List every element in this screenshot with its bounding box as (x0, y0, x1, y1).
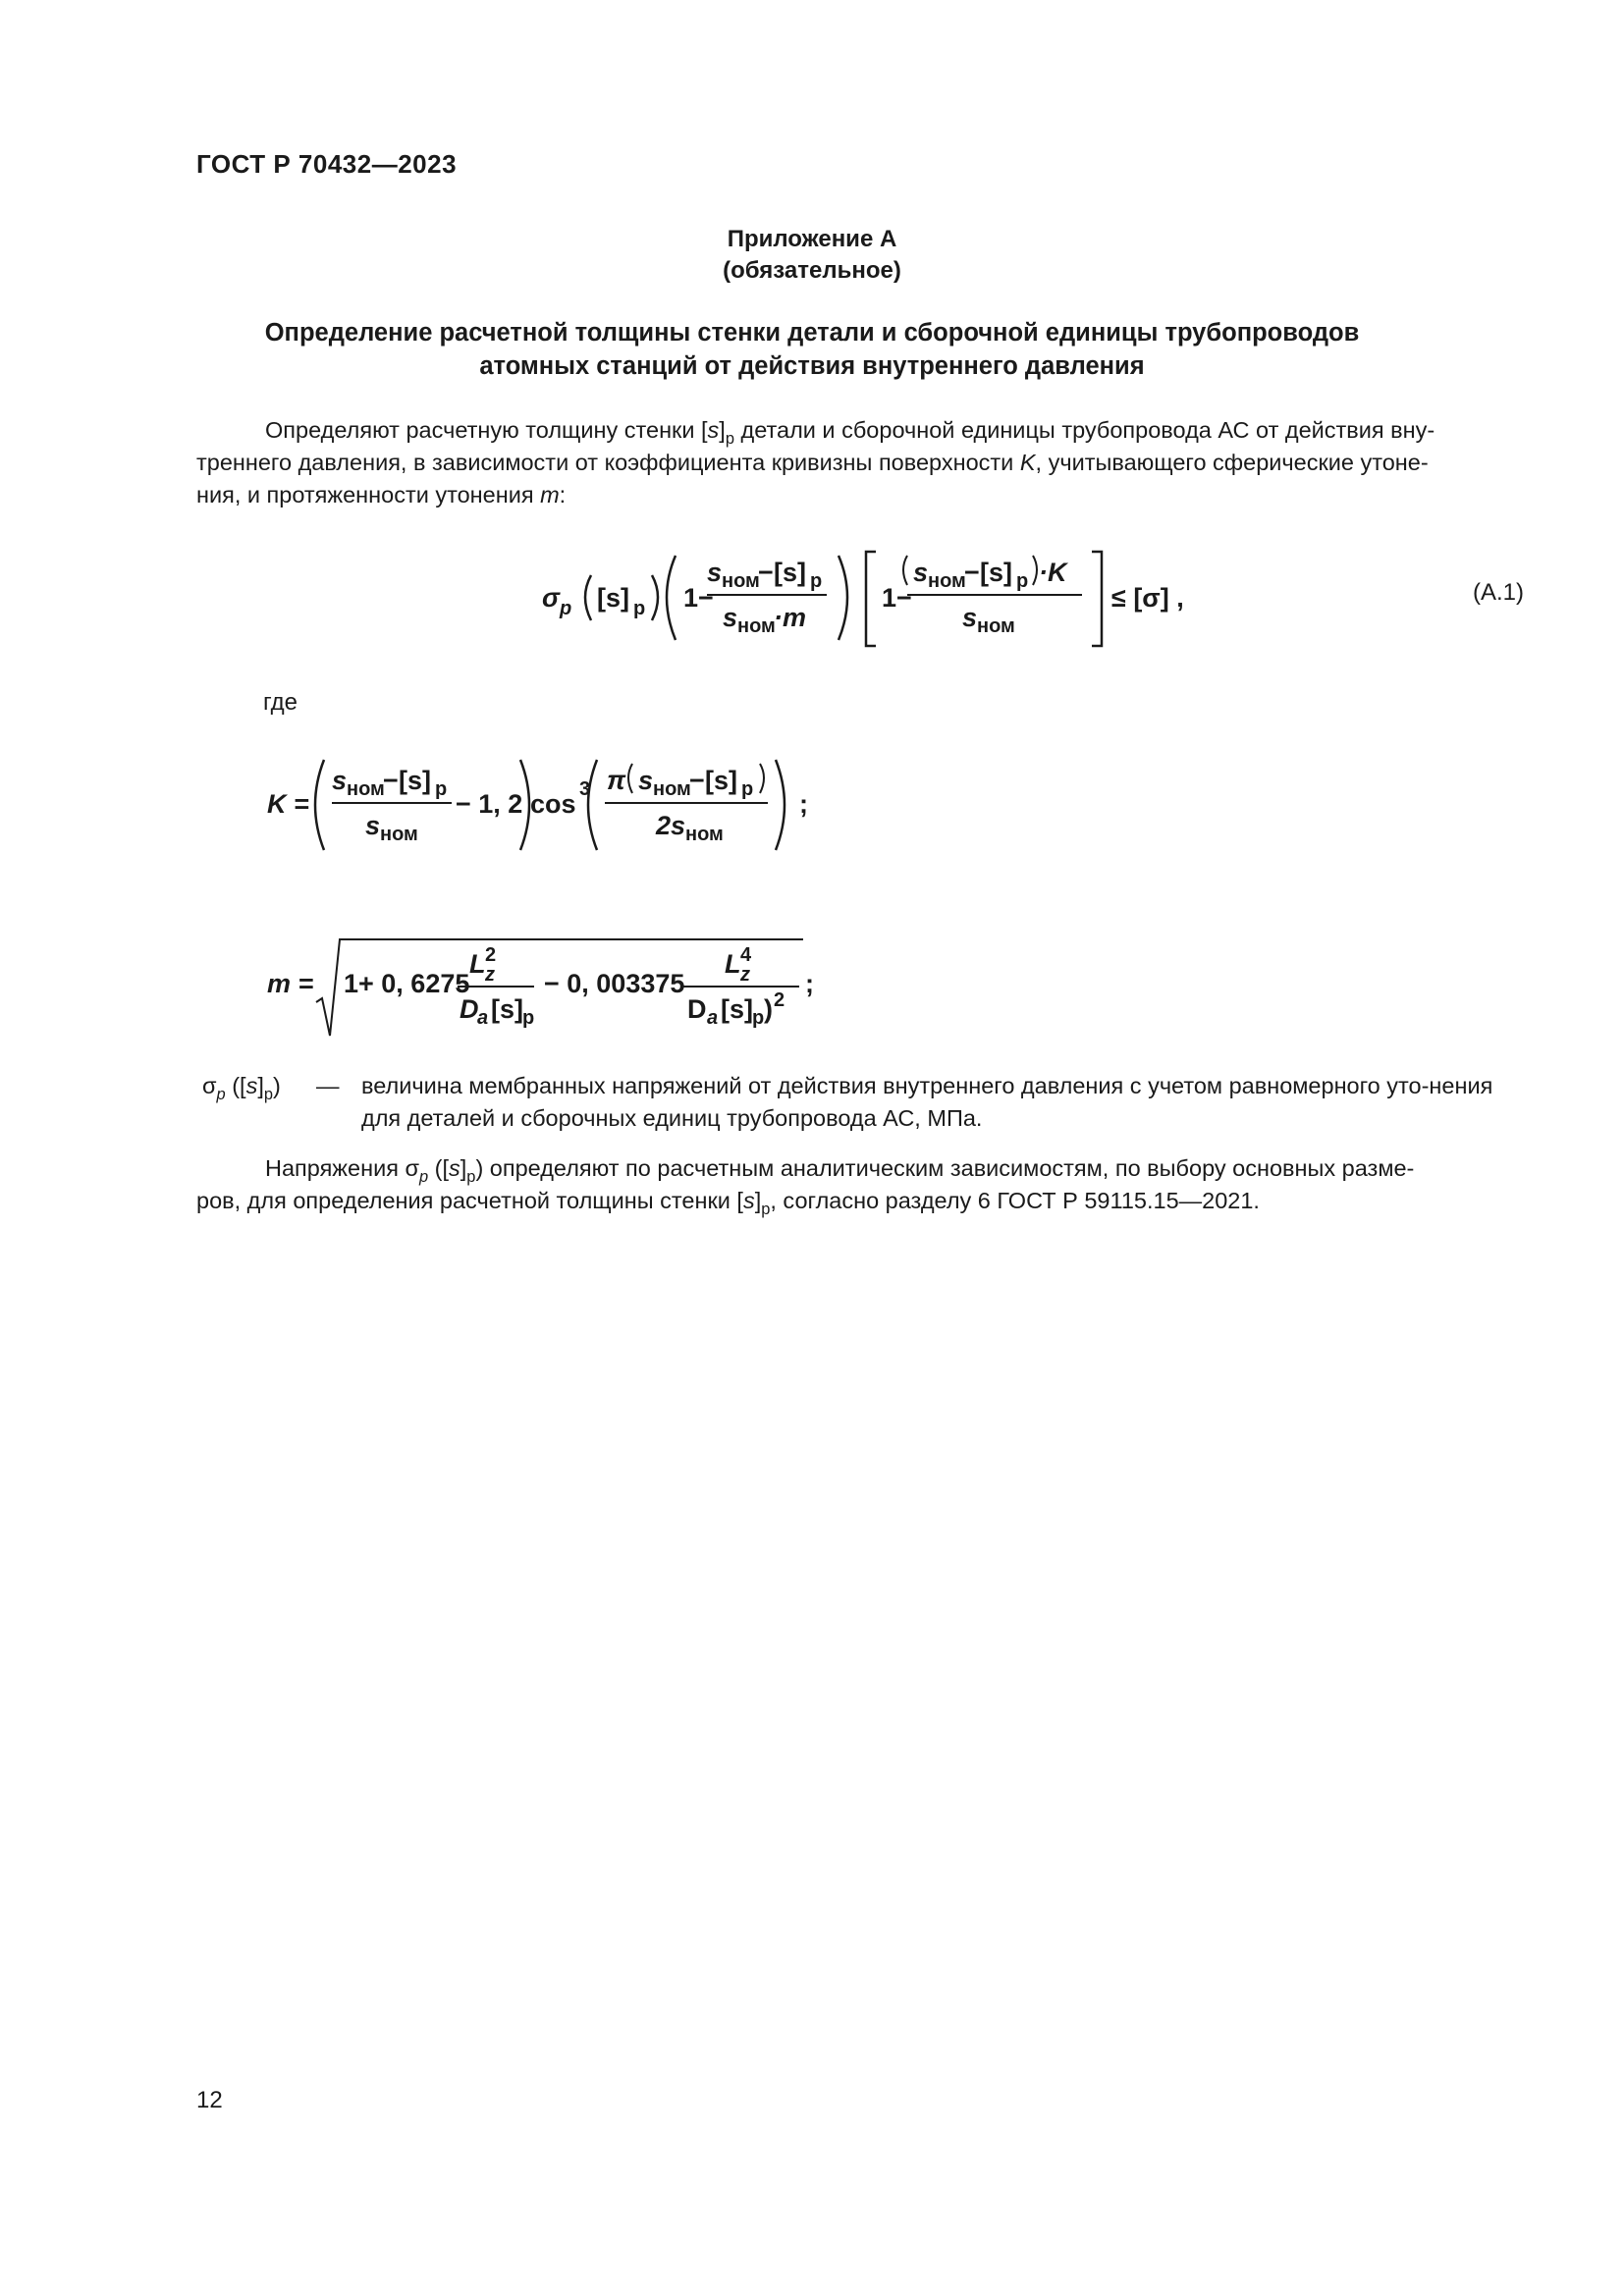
svg-text:−: − (758, 558, 774, 587)
svg-text:2s: 2s (656, 811, 686, 840)
equation-a1 (530, 530, 1218, 658)
svg-text:р: р (1016, 570, 1029, 592)
svg-text:p: p (560, 598, 572, 619)
svg-text:cos: cos (530, 789, 576, 819)
svg-text:s: s (962, 603, 978, 632)
svg-text:s: s (332, 766, 348, 795)
definition-dash: — (316, 1073, 340, 1098)
svg-text:[s]: [s] (980, 558, 1012, 587)
svg-text:ном: ном (928, 570, 966, 592)
svg-text:[s]: [s] (597, 583, 629, 613)
svg-text:[s]: [s] (721, 994, 753, 1024)
svg-text:ном: ном (685, 824, 724, 845)
svg-text:[s]: [s] (705, 766, 737, 795)
svg-text:−: − (383, 766, 399, 795)
svg-text:[s]: [s] (774, 558, 806, 587)
svg-text:D: D (687, 994, 707, 1024)
svg-text:K =: K = (267, 789, 309, 819)
svg-text:р: р (435, 778, 448, 800)
appendix-heading (0, 224, 1624, 287)
svg-text:a: a (707, 1007, 719, 1029)
svg-text:m =: m = (267, 969, 314, 998)
svg-text:s: s (638, 766, 654, 795)
section-title-line1: Определение расчетной толщины стенки детали и сборочной единицы трубопроводов (264, 319, 1360, 347)
svg-text:[s]: [s] (399, 766, 431, 795)
svg-text:s: s (365, 811, 381, 840)
section-title (0, 316, 1624, 383)
intro-line-2: треннего давления, в зависимости от коэффициента кривизны поверхности K, учитывающего сферические утоне- (196, 450, 1429, 475)
svg-text:3: 3 (579, 778, 591, 800)
svg-text:·K: ·K (1039, 558, 1067, 587)
definition-symbol: $\sigma_p$ $([s]_р)$ (202, 1073, 281, 1103)
svg-text:1+ 0, 6275: 1+ 0, 6275 (344, 969, 470, 998)
svg-text:ном: ном (653, 778, 691, 800)
svg-text:ном: ном (380, 824, 418, 845)
svg-text:): ) (764, 994, 773, 1024)
svg-text:р: р (741, 778, 754, 800)
svg-text:4: 4 (740, 944, 752, 966)
svg-text:·m: ·m (774, 603, 806, 632)
svg-text:р: р (752, 1007, 765, 1029)
intro-line-1: Определяют расчетную толщину стенки $[s]_р$ детали и сборочной единицы трубопровода АС от действия вну- (265, 417, 1435, 448)
svg-text:р: р (633, 598, 646, 619)
svg-text:z: z (485, 964, 495, 986)
definition-text: величина мембранных напряжений от действия внутреннего давления с учетом равномерного уто-нения для деталей и сборочных единиц трубопровода АС, МПа. (361, 1073, 1493, 1131)
svg-text:ном: ном (977, 615, 1015, 637)
svg-text:D: D (460, 994, 479, 1024)
page-number: 12 (196, 2087, 223, 2113)
svg-text:L: L (469, 949, 486, 979)
svg-text:ном: ном (347, 778, 385, 800)
where-label: где (263, 689, 298, 716)
svg-text:р: р (810, 570, 823, 592)
closing-paragraph (196, 1152, 1524, 1217)
svg-text:1−: 1− (683, 583, 714, 613)
appendix-title: Приложение А (727, 226, 897, 252)
section-title-line2: атомных станций от действия внутреннего давления (479, 352, 1145, 380)
svg-text:ном: ном (722, 570, 760, 592)
svg-text:;: ; (799, 789, 808, 819)
svg-text:z: z (740, 964, 750, 986)
formula-m (263, 928, 833, 1045)
closing-line-2: ров, для определения расчетной толщины стенки $[s]_р$, согласно разделу 6 ГОСТ Р 59115.15—2021. (196, 1188, 1260, 1218)
svg-text:s: s (707, 558, 723, 587)
intro-paragraph (196, 414, 1524, 511)
eq-sigma: σ (542, 583, 560, 613)
svg-text:− 0, 003375: − 0, 003375 (544, 969, 685, 998)
svg-text:ном: ном (737, 615, 776, 637)
svg-text:− 1, 2: − 1, 2 (456, 789, 523, 819)
svg-text:2: 2 (774, 989, 785, 1011)
formula-k (263, 746, 833, 874)
svg-text:≤ [σ] ,: ≤ [σ] , (1111, 583, 1184, 613)
svg-text:;: ; (805, 969, 814, 998)
svg-text:s: s (723, 603, 738, 632)
svg-text:2: 2 (485, 944, 497, 966)
svg-text:a: a (477, 1007, 489, 1029)
document-id: ГОСТ Р 70432—2023 (196, 149, 458, 179)
equation-number: (А.1) (1472, 579, 1524, 606)
intro-line-3: ния, и протяженности утонения m: (196, 482, 567, 507)
svg-text:р: р (522, 1007, 535, 1029)
svg-text:−: − (964, 558, 980, 587)
svg-text:[s]: [s] (491, 994, 523, 1024)
svg-text:L: L (725, 949, 741, 979)
closing-line-1: Напряжения $\sigma_p$ $([s]_р)$ определяют по расчетным аналитическим зависимостям, по выбору основных разме- (265, 1155, 1415, 1186)
svg-text:1−: 1− (882, 583, 912, 613)
svg-text:π: π (607, 766, 626, 795)
svg-text:−: − (689, 766, 705, 795)
appendix-status: (обязательное) (723, 257, 901, 284)
svg-text:s: s (913, 558, 929, 587)
